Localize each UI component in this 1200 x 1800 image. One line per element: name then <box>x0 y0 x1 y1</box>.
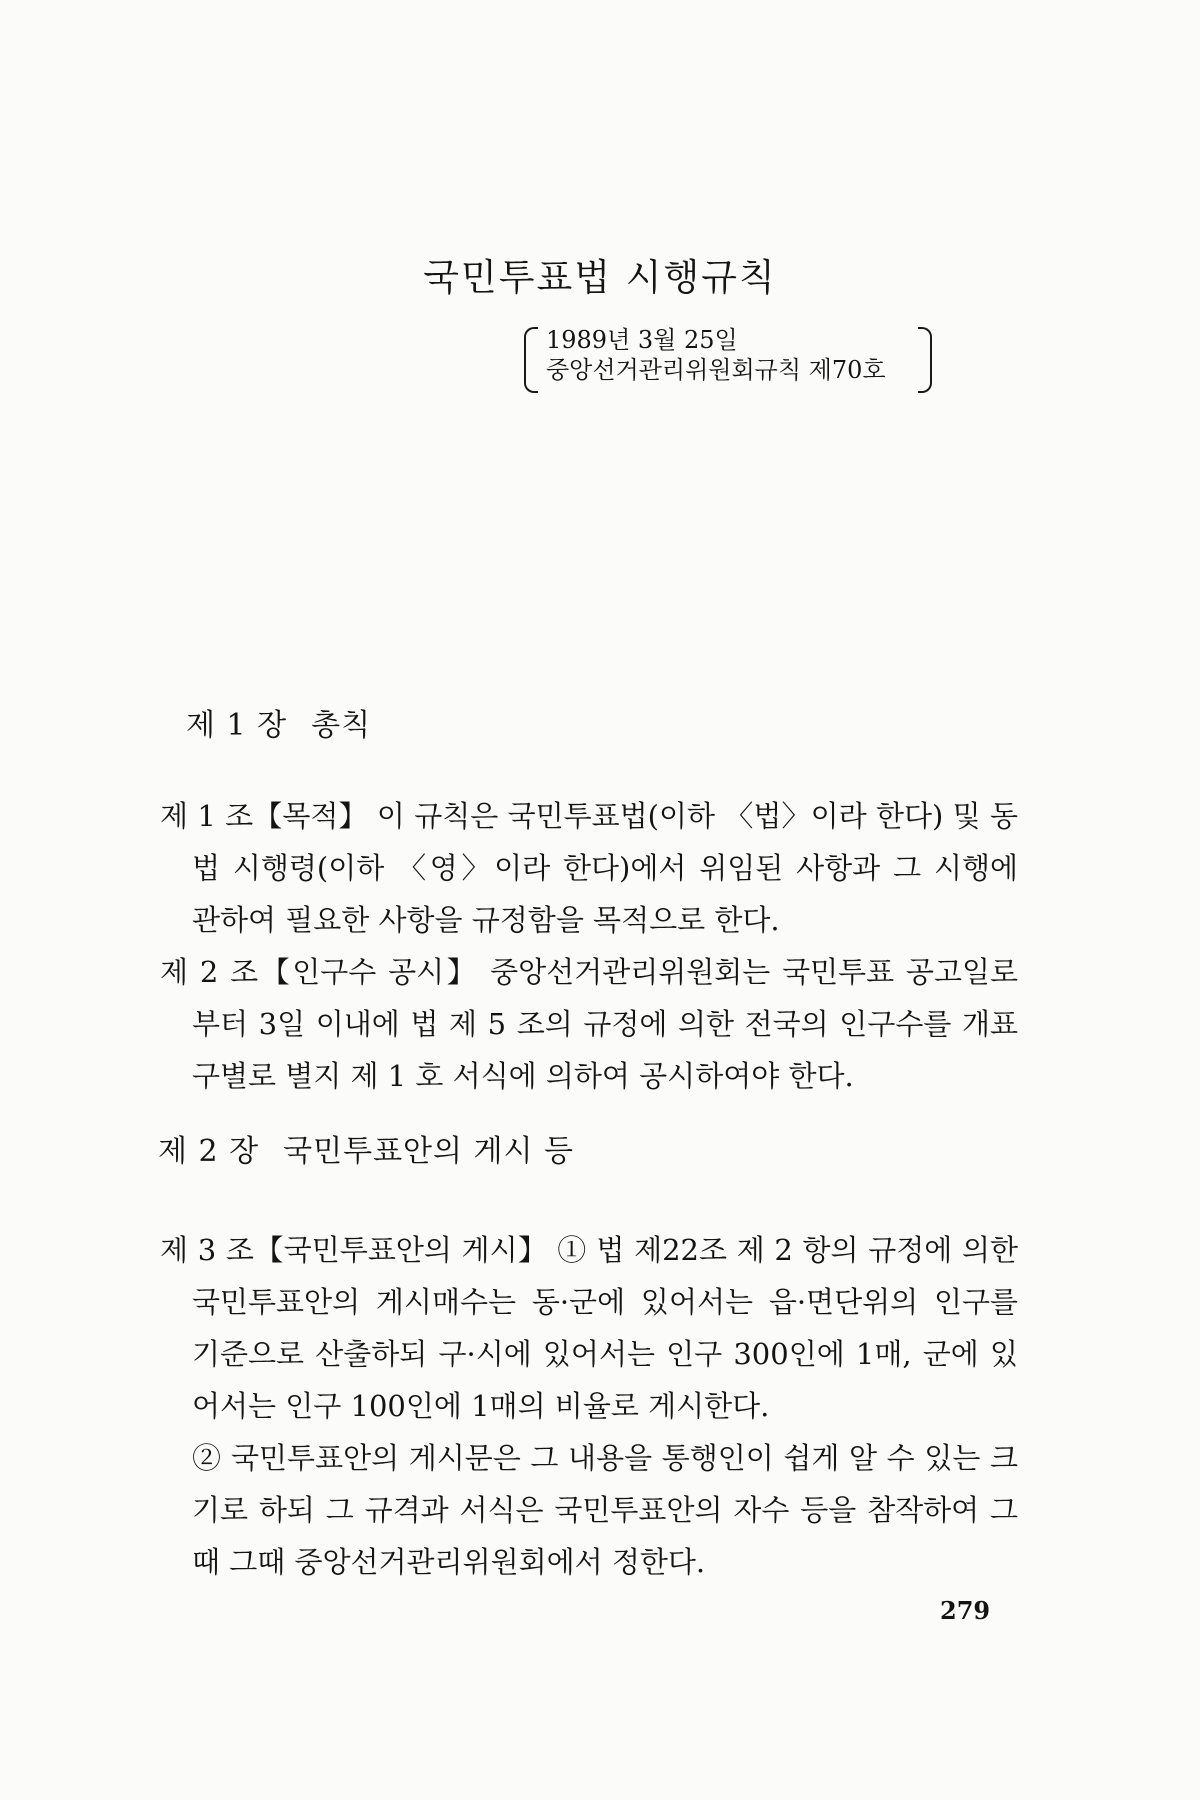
article-1-heading: 제 1 조【목적】 <box>160 799 368 833</box>
enactment-date: 1989년 3월 25일 <box>546 326 738 354</box>
article-3-paragraph-2: ② 국민투표안의 게시문은 그 내용을 통행인이 쉽게 알 수 있는 크기로 하되 그 규격과 서식은 국민투표안의 자수 등을 참작하여 그때 그때 중앙선거관리위원회에서 정한다. <box>192 1441 1018 1579</box>
article-3 <box>160 1224 1018 1588</box>
article-2 <box>160 946 1018 1102</box>
chapter-1-label: 제 1 장 <box>186 708 288 743</box>
article-1 <box>160 790 1018 946</box>
enactment-rule-number: 중앙선거관리위원회규칙 제70호 <box>546 356 886 384</box>
article-3-heading: 제 3 조【국민투표안의 게시】 <box>160 1233 548 1267</box>
bracket-right <box>918 327 932 393</box>
article-2-text: 중앙선거관리위원회는 국민투표 공고일로부터 3일 이내에 법 제 5 조의 규정에 의한 전국의 인구수를 개표구별로 별지 제 1 호 서식에 의하여 공시하여야 한다. <box>192 955 1018 1093</box>
chapter-2-heading <box>158 1126 574 1170</box>
enactment-note <box>524 325 932 393</box>
article-3-paragraph-1: ① 법 제22조 제 2 항의 규정에 의한 국민투표안의 게시매수는 동·군에 있어서는 읍·면단위의 인구를 기준으로 산출하되 구·시에 있어서는 인구 300인에 1매, 군에 있어서는 인구 100인에 1매의 비율로 게시한다. <box>192 1233 1018 1423</box>
chapter-1-title: 총칙 <box>311 708 372 743</box>
chapter-2-title: 국민투표안의 게시 등 <box>283 1134 575 1169</box>
page-number: 279 <box>940 1596 991 1625</box>
article-1-text: 이 규칙은 국민투표법(이하 〈법〉이라 한다) 및 동법 시행령(이하 〈영〉이라 한다)에서 위임된 사항과 그 시행에 관하여 필요한 사항을 규정함을 목적으로 한다. <box>192 799 1018 937</box>
chapter-2-label: 제 2 장 <box>158 1134 260 1169</box>
article-2-heading: 제 2 조【인구수 공시】 <box>160 955 479 989</box>
document-title: 국민투표법 시행규칙 <box>423 255 777 299</box>
bracket-left <box>524 327 538 393</box>
chapter-1-heading <box>186 700 371 744</box>
